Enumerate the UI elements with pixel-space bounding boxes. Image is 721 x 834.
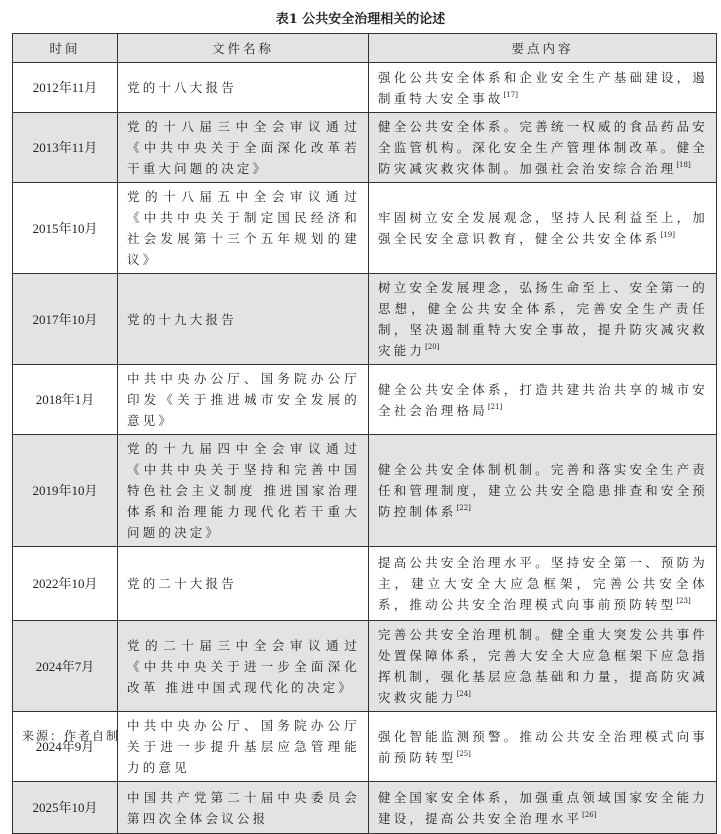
points-text: 树立安全发展理念，弘扬生命至上、安全第一的思想，健全公共安全体系，完善安全生产责任制，坚决遏制重特大安全事故，提升防灾减灾救灾能力: [378, 280, 708, 358]
points-text: 健全国家安全体系，加强重点领域国家安全能力建设，提高公共安全治理水平: [378, 789, 708, 826]
date-cell: 2024年9月: [13, 712, 118, 782]
points-text: 牢固树立安全发展观念，坚持人民利益至上，加强全民安全意识教育，健全公共安全体系: [378, 210, 708, 246]
date-cell: 2013年11月: [13, 113, 118, 183]
document-cell: 中国共产党第二十届中央委员会第四次全体会议公报: [118, 782, 369, 834]
points-text: 健全公共安全体制机制。完善和落实安全生产责任和管理制度，建立公共安全隐患排查和安全预防控制体系: [378, 462, 708, 519]
citation-ref: [20]: [425, 343, 440, 351]
date-cell: 2025年10月: [13, 782, 118, 834]
table-row: [13, 63, 717, 113]
points-cell: [369, 621, 717, 712]
table-row: [13, 782, 717, 834]
points-text: 健全公共安全体系，打造共建共治共享的城市安全社会治理格局: [378, 381, 708, 418]
document-cell: 党的二十大报告: [118, 547, 369, 621]
document-cell: 党的十八届五中全会审议通过《中共中央关于制定国民经济和社会发展第十三个五年规划的建议》: [118, 183, 369, 274]
points-cell: [369, 435, 717, 547]
points-cell: [369, 782, 717, 834]
date-cell: 2024年7月: [13, 621, 118, 712]
date-cell: 2017年10月: [13, 274, 118, 365]
header-points: 要点内容: [369, 34, 717, 63]
citation-ref: [25]: [456, 749, 471, 758]
citation-ref: [21]: [487, 402, 503, 411]
citation-ref: [18]: [676, 161, 691, 169]
points-text: 强化公共安全体系和企业安全生产基础建设，遏制重特大安全事故: [378, 69, 708, 106]
points-cell: [369, 712, 717, 782]
document-cell: 党的二十届三中全会审议通过《中共中央关于进一步全面深化改革 推进中国式现代化的决定》: [118, 621, 369, 712]
date-cell: 2019年10月: [13, 435, 118, 547]
points-cell: [369, 547, 717, 621]
date-cell: 2012年11月: [13, 63, 118, 113]
table-header-row: [13, 34, 717, 63]
points-text: 健全公共安全体系。完善统一权威的食品药品安全监管机构。深化安全生产管理体制改革。健全防灾减灾救灾体制。加强社会治安综合治理: [378, 119, 708, 176]
date-cell: 2022年10月: [13, 547, 118, 621]
table-row: [13, 712, 717, 782]
date-cell: 2018年1月: [13, 365, 118, 435]
table-row: [13, 435, 717, 547]
statements-table: [12, 33, 717, 834]
header-date: 时间: [13, 34, 118, 63]
table-row: [13, 113, 717, 183]
points-cell: [369, 63, 717, 113]
source-note: 来源：作者自制: [22, 729, 121, 743]
points-text: 提高公共安全治理水平。坚持安全第一、预防为主，建立大安全大应急框架，完善公共安全体系，推动公共安全治理模式向事前预防转型: [378, 555, 708, 612]
points-text: 强化智能监测预警。推动公共安全治理模式向事前预防转型: [378, 728, 708, 765]
citation-ref: [17]: [503, 90, 518, 99]
table-row: [13, 365, 717, 435]
points-cell: [369, 113, 717, 183]
date-cell: 2015年10月: [13, 183, 118, 274]
header-document: 文件名称: [118, 34, 369, 63]
citation-ref: [19]: [660, 231, 675, 239]
citation-ref: [23]: [676, 597, 691, 605]
table-row: [13, 547, 717, 621]
document-cell: 党的十八届三中全会审议通过《中共中央关于全面深化改革若干重大问题的决定》: [118, 113, 369, 183]
document-cell: 中共中央办公厅、国务院办公厅关于进一步提升基层应急管理能力的意见: [118, 712, 369, 782]
table-row: [13, 621, 717, 712]
points-text: 完善公共安全治理机制。健全重大突发公共事件处置保障体系，完善大安全大应急框架下应急指挥机制，强化基层应急基础和力量，提高防灾减灾救灾能力: [378, 627, 708, 705]
table-row: [13, 183, 717, 274]
citation-ref: [24]: [456, 690, 471, 698]
table-row: [13, 274, 717, 365]
points-cell: [369, 365, 717, 435]
table-title: 表1 公共安全治理相关的论述: [275, 12, 446, 27]
document-cell: 党的十八大报告: [118, 63, 369, 113]
points-cell: [369, 274, 717, 365]
citation-ref: [22]: [456, 504, 471, 512]
document-cell: 党的十九届四中全会审议通过《中共中央关于坚持和完善中国特色社会主义制度 推进国家治理体系和治理能力现代化若干重大问题的决定》: [118, 435, 369, 547]
citation-ref: [26]: [582, 810, 597, 819]
document-cell: 中共中央办公厅、国务院办公厅印发《关于推进城市安全发展的意见》: [118, 365, 369, 435]
document-cell: 党的十九大报告: [118, 274, 369, 365]
points-cell: [369, 183, 717, 274]
